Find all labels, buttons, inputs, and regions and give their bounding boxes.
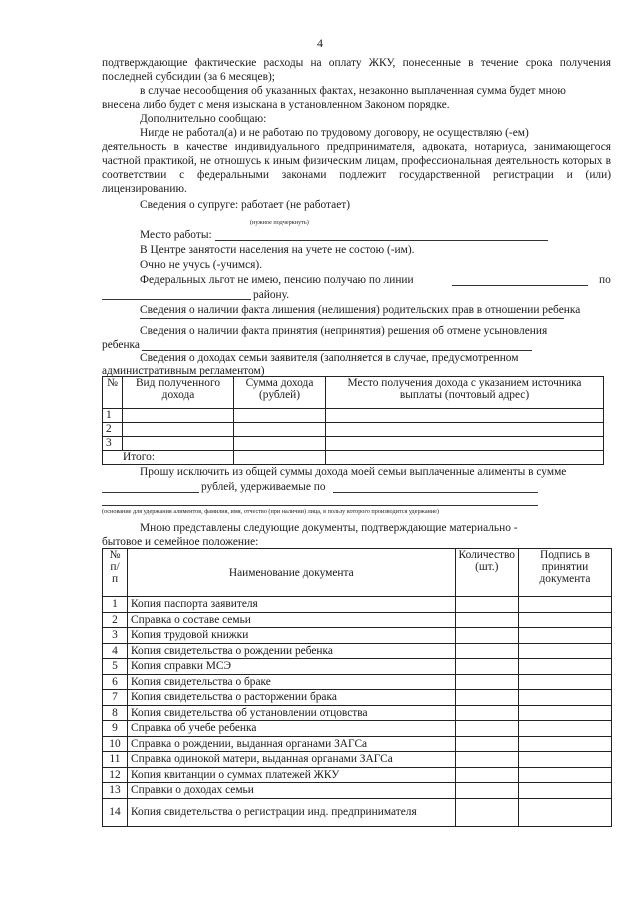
- document-signature-cell[interactable]: [519, 721, 612, 737]
- alimony-note: (основание для удержания алиментов, фамилия, имя, отчество (при наличии) лица, в пользу которого производится удержание): [102, 508, 439, 515]
- benefits-statement: Федеральных льгот не имею, пенсию получаю по линии: [140, 274, 414, 286]
- income-source-cell[interactable]: [326, 437, 604, 451]
- document-quantity-cell[interactable]: [455, 597, 518, 613]
- income-col-type: Вид полученного дохода: [123, 377, 234, 409]
- income-row-number: 3: [103, 437, 123, 451]
- documents-intro-line1: Мною представлены следующие документы, подтверждающие материально -: [140, 522, 518, 534]
- docs-col-quantity: Количество (шт.): [455, 549, 518, 597]
- workplace-field[interactable]: [215, 240, 548, 241]
- document-name: Копия свидетельства о регистрации инд. предпринимателя: [128, 798, 456, 826]
- document-name: Копия свидетельства о рождении ребенка: [128, 643, 456, 659]
- income-col-amount: Сумма дохода (рублей): [234, 377, 326, 409]
- alimony-line1: Прошу исключить из общей суммы дохода моей семьи выплаченные алименты в сумме: [140, 466, 567, 478]
- document-quantity-cell[interactable]: [455, 628, 518, 644]
- document-row: [103, 674, 612, 690]
- document-row: [103, 736, 612, 752]
- income-type-cell[interactable]: [123, 409, 234, 423]
- document-quantity-cell[interactable]: [455, 767, 518, 783]
- paragraph-notice-line2: внесена либо будет с меня изыскана в установленном Законом порядке.: [102, 99, 450, 111]
- income-total-amount[interactable]: [234, 451, 326, 465]
- workplace-label: Место работы:: [140, 229, 212, 241]
- paragraph-employment-line1: Нигде не работал(а) и не работаю по трудовому договору, не осуществляю (-ем): [140, 127, 529, 139]
- document-quantity-cell[interactable]: [455, 752, 518, 768]
- docs-col-signature: Подпись в принятии документа: [519, 549, 612, 597]
- document-signature-cell[interactable]: [519, 798, 612, 826]
- document-row: [103, 690, 612, 706]
- document-quantity-cell[interactable]: [455, 798, 518, 826]
- income-source-cell[interactable]: [326, 409, 604, 423]
- document-number: 4: [103, 643, 128, 659]
- income-col-source: Место получения дохода с указанием источника выплаты (почтовый адрес): [326, 377, 604, 409]
- document-signature-cell[interactable]: [519, 705, 612, 721]
- document-number: 9: [103, 721, 128, 737]
- adoption-statement-line2: ребенка: [102, 339, 140, 351]
- document-row: [103, 767, 612, 783]
- document-quantity-cell[interactable]: [455, 659, 518, 675]
- paragraph-notice-line1: в случае несообщения об указанных фактах, незаконно выплаченная сумма будет мною: [140, 85, 566, 97]
- income-total-row: [103, 451, 604, 465]
- income-total-label: Итого:: [103, 451, 234, 465]
- benefits-district: району.: [253, 289, 290, 301]
- income-heading-line2: административным регламентом): [102, 365, 265, 377]
- document-number: 3: [103, 628, 128, 644]
- alimony-basis-field-2[interactable]: [102, 505, 538, 506]
- document-name: Справка о составе семьи: [128, 612, 456, 628]
- document-signature-cell[interactable]: [519, 690, 612, 706]
- document-name: Копия свидетельства о браке: [128, 674, 456, 690]
- document-name: Справка одинокой матери, выданная органами ЗАГСа: [128, 752, 456, 768]
- page-number: 4: [317, 36, 323, 50]
- document-number: 12: [103, 767, 128, 783]
- document-row: [103, 628, 612, 644]
- income-amount-cell[interactable]: [234, 409, 326, 423]
- document-row: [103, 783, 612, 799]
- document-quantity-cell[interactable]: [455, 705, 518, 721]
- income-row-number: 1: [103, 409, 123, 423]
- docs-col-number: № п/ п: [103, 549, 128, 597]
- paragraph-employment-rest: деятельность в качестве индивидуального предпринимателя, адвоката, нотариуса, занимающегося частной практикой, не отношусь к иным физическим лицам, профессиональная деятельность которых в соответствии с федеральными законами подлежит государственной регистрации и (или) лицензированию.: [102, 141, 611, 195]
- adoption-statement-line1: Сведения о наличии факта принятия (непринятия) решения об отмене усыновления: [140, 325, 548, 337]
- document-number: 14: [103, 798, 128, 826]
- documents-table: [102, 548, 612, 827]
- employment-center-statement: В Центре занятости населения на учете не состою (-им).: [140, 244, 415, 256]
- deprivation-statement: Сведения о наличии факта лишения (нелишения) родительских прав в отношении ребенка: [140, 304, 581, 316]
- document-quantity-cell[interactable]: [455, 783, 518, 799]
- income-amount-cell[interactable]: [234, 423, 326, 437]
- document-number: 6: [103, 674, 128, 690]
- document-signature-cell[interactable]: [519, 674, 612, 690]
- alimony-basis-field[interactable]: [333, 492, 538, 493]
- income-row: [103, 409, 604, 423]
- document-name: Копия свидетельства о расторжении брака: [128, 690, 456, 706]
- document-name: Справка о рождении, выданная органами ЗАГСа: [128, 736, 456, 752]
- document-number: 8: [103, 705, 128, 721]
- spouse-info: Сведения о супруге: работает (не работает): [140, 199, 351, 211]
- income-amount-cell[interactable]: [234, 437, 326, 451]
- document-signature-cell[interactable]: [519, 597, 612, 613]
- income-row: [103, 437, 604, 451]
- income-type-cell[interactable]: [123, 423, 234, 437]
- income-heading-line1: Сведения о доходах семьи заявителя (заполняется в случае, предусмотренном: [140, 352, 519, 364]
- document-signature-cell[interactable]: [519, 752, 612, 768]
- income-table: [102, 376, 604, 465]
- document-row: [103, 705, 612, 721]
- document-quantity-cell[interactable]: [455, 690, 518, 706]
- benefits-po: по: [599, 274, 611, 286]
- income-total-source: [326, 451, 604, 465]
- income-row-number: 2: [103, 423, 123, 437]
- document-signature-cell[interactable]: [519, 783, 612, 799]
- document-name: Копия свидетельства об установлении отцовства: [128, 705, 456, 721]
- document-row: [103, 798, 612, 826]
- document-row: [103, 597, 612, 613]
- document-name: Копия трудовой книжки: [128, 628, 456, 644]
- document-signature-cell[interactable]: [519, 612, 612, 628]
- document-quantity-cell[interactable]: [455, 721, 518, 737]
- document-name: Справки о доходах семьи: [128, 783, 456, 799]
- income-source-cell[interactable]: [326, 423, 604, 437]
- study-statement: Очно не учусь (-учимся).: [140, 259, 263, 271]
- income-row: [103, 423, 604, 437]
- document-number: 13: [103, 783, 128, 799]
- document-number: 2: [103, 612, 128, 628]
- income-type-cell[interactable]: [123, 437, 234, 451]
- document-signature-cell[interactable]: [519, 767, 612, 783]
- document-signature-cell[interactable]: [519, 643, 612, 659]
- document-quantity-cell[interactable]: [455, 674, 518, 690]
- additional-heading: Дополнительно сообщаю:: [140, 113, 267, 125]
- document-signature-cell[interactable]: [519, 659, 612, 675]
- document-row: [103, 752, 612, 768]
- underline-note: (нужное подчеркнуть): [250, 219, 309, 226]
- paragraph-expenses: подтверждающие фактические расходы на оплату ЖКУ, понесенные в течение срока получения последней субсидии (за 6 месяцев);: [102, 57, 611, 83]
- document-number: 11: [103, 752, 128, 768]
- alimony-line2: рублей, удерживаемые по: [201, 481, 326, 493]
- document-number: 1: [103, 597, 128, 613]
- district-field[interactable]: [102, 299, 251, 300]
- income-col-number: №: [103, 377, 123, 409]
- document-name: Копия квитанции о суммах платежей ЖКУ: [128, 767, 456, 783]
- document-signature-cell[interactable]: [519, 628, 612, 644]
- documents-intro-line2: бытовое и семейное положение:: [102, 536, 259, 548]
- document-name: Справка об учебе ребенка: [128, 721, 456, 737]
- document-number: 5: [103, 659, 128, 675]
- document-quantity-cell[interactable]: [455, 643, 518, 659]
- document-quantity-cell[interactable]: [455, 736, 518, 752]
- docs-col-name: Наименование документа: [128, 549, 456, 597]
- document-row: [103, 643, 612, 659]
- pension-line-field[interactable]: [452, 285, 588, 286]
- document-signature-cell[interactable]: [519, 736, 612, 752]
- deprivation-field[interactable]: [140, 318, 564, 319]
- document-name: Копия паспорта заявителя: [128, 597, 456, 613]
- document-number: 7: [103, 690, 128, 706]
- alimony-sum-field[interactable]: [102, 492, 199, 493]
- document-quantity-cell[interactable]: [455, 612, 518, 628]
- document-row: [103, 612, 612, 628]
- document-number: 10: [103, 736, 128, 752]
- document-row: [103, 659, 612, 675]
- document-row: [103, 721, 612, 737]
- document-name: Копия справки МСЭ: [128, 659, 456, 675]
